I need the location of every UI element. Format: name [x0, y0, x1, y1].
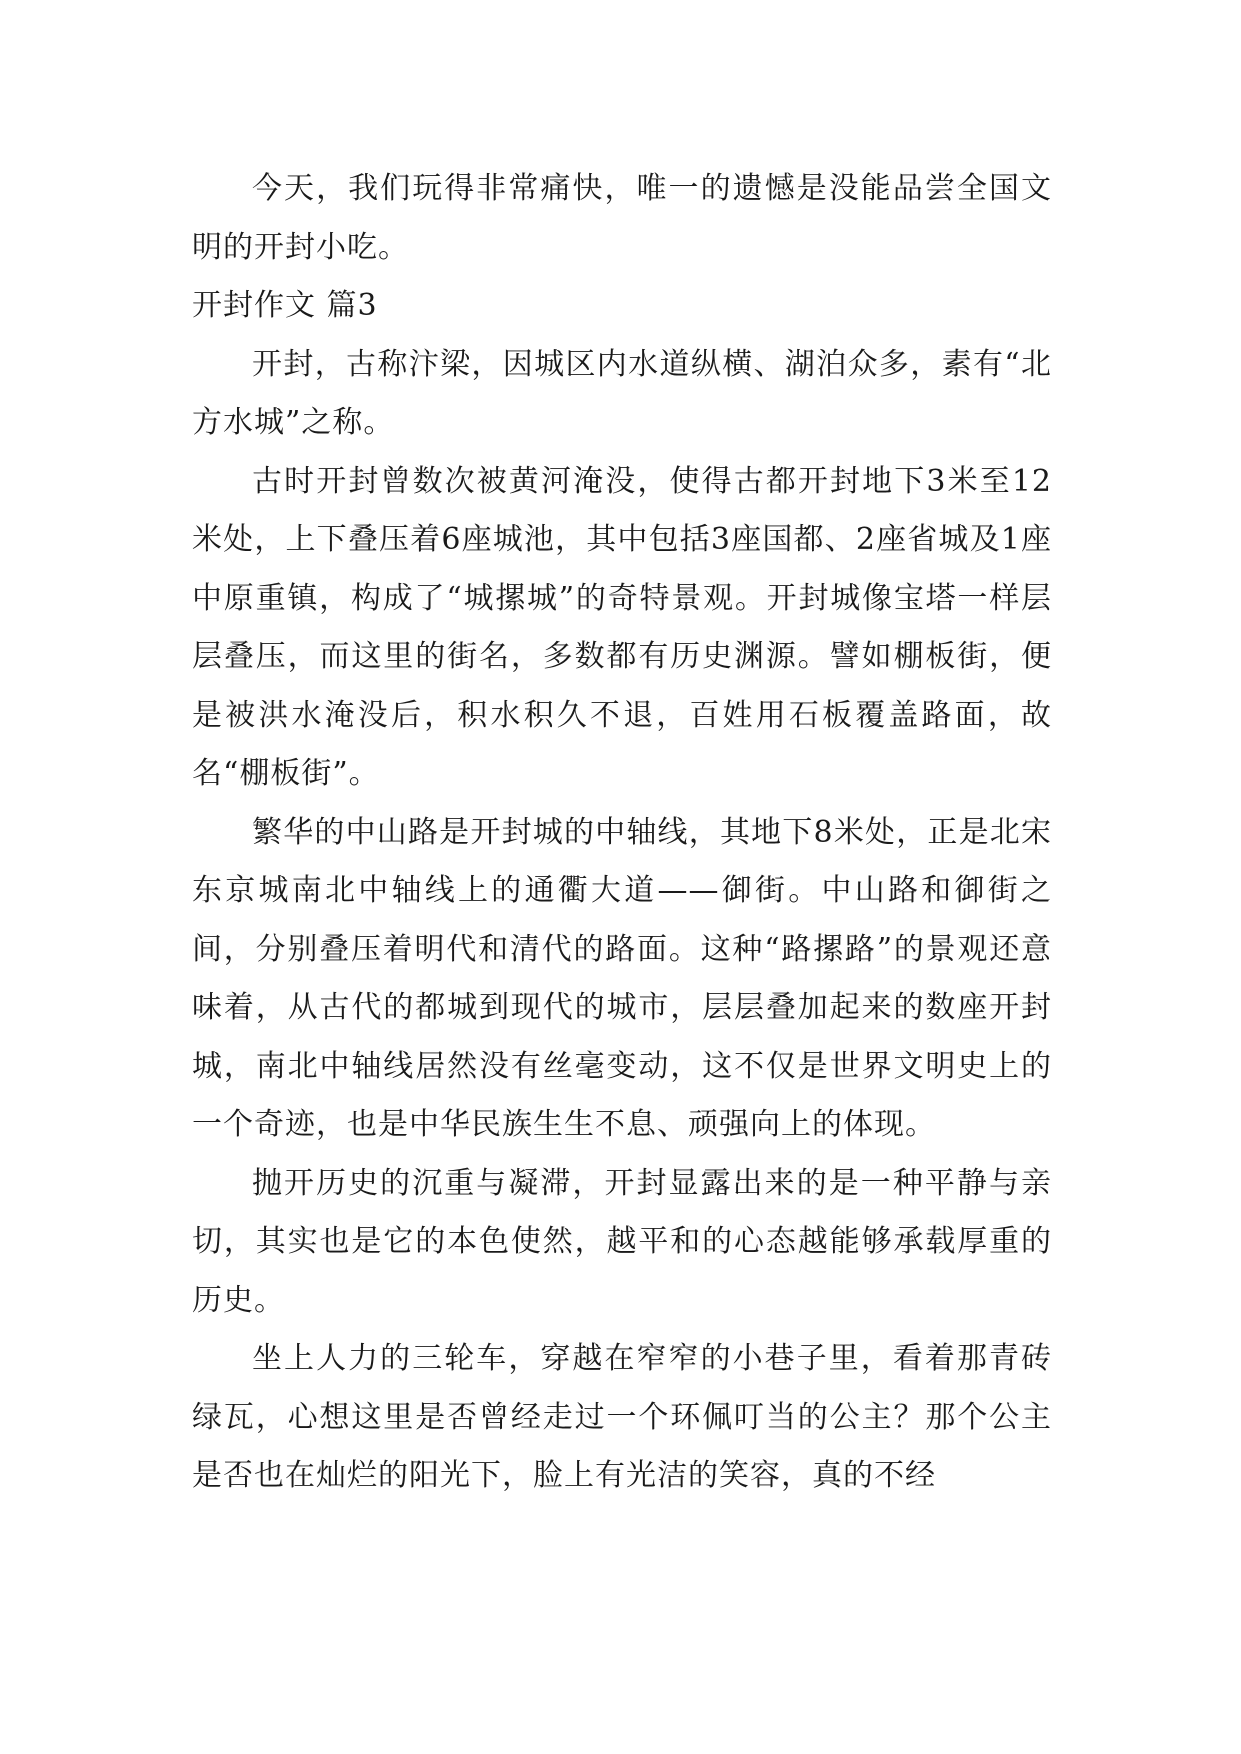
- paragraph-intro-end: 今天，我们玩得非常痛快，唯一的遗憾是没能品尝全国文明的开封小吃。: [192, 171, 1052, 265]
- paragraph-city-layers: 古时开封曾数次被黄河淹没，使得古都开封地下3米至12米处，上下叠压着6座城池，其中包括3座国都、2座省城及1座中原重镇，构成了“城摞城”的奇特景观。开封城像宝塔一样层层叠压，而这里的街名，多数都有历史渊源。譬如棚板街，便是被洪水淹没后，积水积久不退，百姓用石板覆盖路面，故名“棚板街”。: [192, 463, 1052, 791]
- section-heading: 开封作文 篇3: [192, 288, 378, 323]
- paragraph-zhongshan-road: 繁华的中山路是开封城的中轴线，其地下8米处，正是北宋东京城南北中轴线上的通衢大道——御街。中山路和御街之间，分别叠压着明代和清代的路面。这种“路摞路”的景观还意味着，从古代的都城到现代的城市，层层叠加起来的数座开封城，南北中轴线居然没有丝毫变动，这不仅是世界文明史上的一个奇迹，也是中华民族生生不息、顽强向上的体现。: [192, 814, 1052, 1142]
- paragraph-calm-city: 抛开历史的沉重与凝滞，开封显露出来的是一种平静与亲切，其实也是它的本色使然，越平和的心态越能够承载厚重的历史。: [192, 1165, 1052, 1318]
- paragraph-rickshaw: 坐上人力的三轮车，穿越在窄窄的小巷子里，看着那青砖绿瓦，心想这里是否曾经走过一个环佩叮当的公主？那个公主是否也在灿烂的阳光下，脸上有光洁的笑容，真的不经: [192, 1341, 1052, 1493]
- document-body: [192, 160, 1052, 1506]
- paragraph-kaifeng-name: 开封，古称汴梁，因城区内水道纵横、湖泊众多，素有“北方水城”之称。: [192, 346, 1052, 440]
